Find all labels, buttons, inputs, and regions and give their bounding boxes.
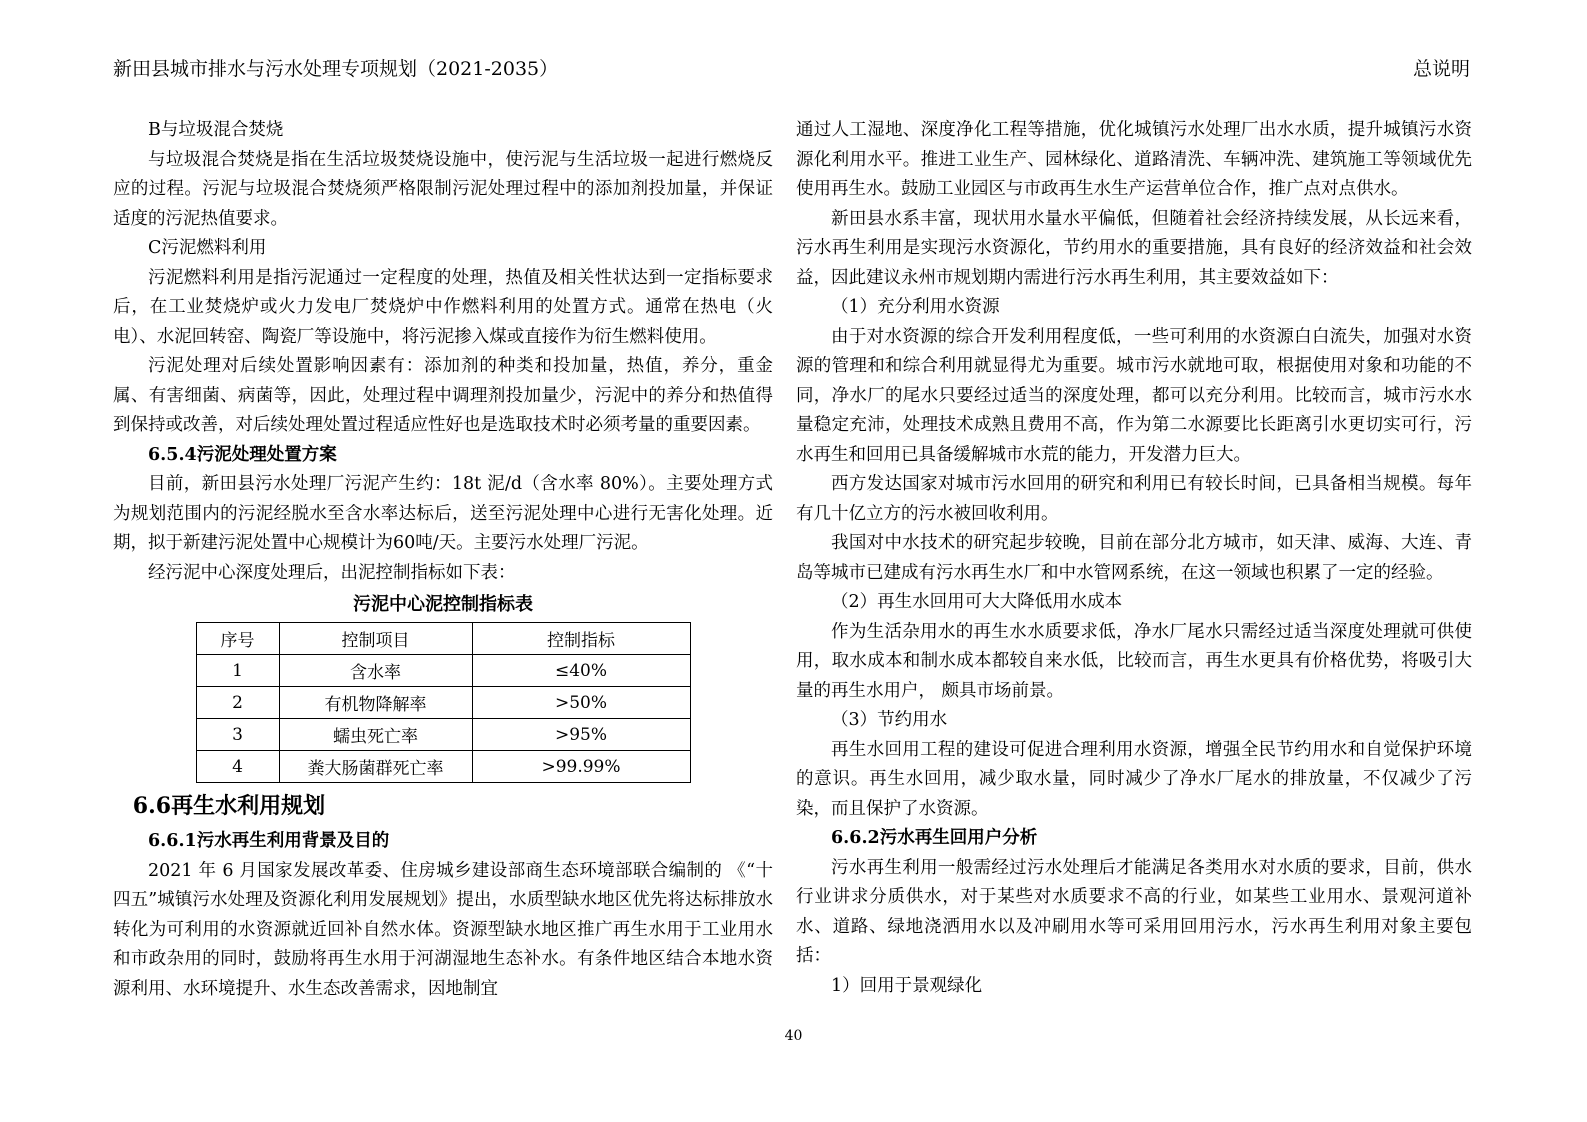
page-header: [113, 57, 1470, 81]
paragraph: 经污泥中心深度处理后，出泥控制指标如下表：: [148, 562, 516, 583]
table-header-row: [196, 623, 690, 655]
paragraph: 西方发达国家对城市污水回用的研究和利用已有较长时间，已具备相当规模。每年有几十亿立方的污水被回收利用。: [796, 474, 1472, 524]
paragraph: 我国对中水技术的研究起步较晚，目前在部分北方城市，如天津、威海、大连、青岛等城市已建成有污水再生水厂和中水管网系统，在这一领域也积累了一定的经验。: [796, 533, 1472, 583]
paragraph: 再生水回用工程的建设可促进合理利用水资源，增强全民节约用水和自觉保护环境的意识。再生水回用，减少取水量，同时减少了净水厂尾水的排放量，不仅减少了污染，而且保护了水资源。: [796, 739, 1472, 819]
table-header-cell: 控制项目: [279, 623, 472, 655]
paragraph: 与垃圾混合焚烧是指在生活垃圾焚烧设施中，使污泥与生活垃圾一起进行燃烧反应的过程。污泥与垃圾混合焚烧须严格限制污泥处理过程中的添加剂投加量，并保证适度的污泥热值要求。: [113, 149, 773, 229]
table-cell: 4: [196, 751, 279, 783]
paragraph: 污泥处理对后续处置影响因素有：添加剂的种类和投加量，热值，养分，重金属、有害细菌、病菌等，因此，处理过程中调理剂投加量少，污泥中的养分和热值得到保持或改善，对后续处理处置过程适应性好也是选取技术时必须考量的重要因素。: [113, 356, 773, 435]
table-row: [196, 751, 690, 783]
sludge-control-indicator-table: [196, 622, 691, 783]
paragraph: 目前，新田县污水处理厂污泥产生约：18t 泥/d（含水率 80%）。主要处理方式为规划范围内的污泥经脱水至含水率达标后，送至污泥处理中心进行无害化处理。近期，拟于新建污泥处置中心规模计为60吨/天。主要污水处理厂污泥。: [113, 474, 773, 553]
heading-6-5-4: 6.5.4污泥处理处置方案: [148, 444, 337, 465]
paragraph: 2021 年 6 月国家发展改革委、住房城乡建设部商生态环境部联合编制的 《“十四五”城镇污水处理及资源化利用发展规划》提出，水质型缺水地区优先将达标排放水转化为可利用的水资源就近回补自然水体。资源型缺水地区推广再生水用于工业用水和市政杂用的同时，鼓励将再生水用于河湖湿地生态补水。有条件地区结合本地水资源利用、水环境提升、水生态改善需求，因地制宜: [113, 860, 773, 999]
table-cell: ≤40%: [472, 655, 690, 687]
table-cell: 蠕虫死亡率: [279, 719, 472, 751]
table-cell: 含水率: [279, 655, 472, 687]
table-row: [196, 719, 690, 751]
paragraph: 作为生活杂用水的再生水水质要求低，净水厂尾水只需经过适当深度处理就可供使用，取水成本和制水成本都较自来水低，比较而言，再生水更具有价格优势，将吸引大量的再生水用户， 颇具市场前景。: [796, 621, 1472, 701]
table-cell: 2: [196, 687, 279, 719]
heading-6-6-2: 6.6.2污水再生回用户分析: [831, 828, 1038, 848]
paragraph: 由于对水资源的综合开发利用程度低，一些可利用的水资源白白流失，加强对水资源的管理和和综合利用就显得尤为重要。城市污水就地可取，根据使用对象和功能的不同，净水厂的尾水只要经过适当的深度处理，都可以充分利用。比较而言，城市污水水量稳定充沛，处理技术成熟且费用不高，作为第二水源要比长距离引水更切实可行，污水再生和回用已具备缓解城市水荒的能力，开发潜力巨大。: [796, 326, 1472, 465]
page-number: 40: [784, 1028, 803, 1044]
left-column: [113, 116, 773, 1004]
table-cell: 3: [196, 719, 279, 751]
header-section-label: 总说明: [1412, 58, 1470, 80]
list-item-heading: 1）回用于景观绿化: [831, 975, 983, 996]
table-row: [196, 655, 690, 687]
subsection-label-c: C污泥燃料利用: [148, 238, 267, 258]
table-title: 污泥中心泥控制指标表: [353, 594, 533, 615]
list-item-heading: （1）充分利用水资源: [831, 297, 1000, 317]
table-header-cell: 控制指标: [472, 623, 690, 655]
heading-6-6-1: 6.6.1污水再生利用背景及目的: [148, 831, 390, 851]
table-cell: 粪大肠菌群死亡率: [279, 751, 472, 783]
right-column: [796, 116, 1472, 1001]
table-cell: >99.99%: [472, 751, 690, 783]
paragraph-continuation: 通过人工湿地、深度净化工程等措施，优化城镇污水处理厂出水水质，提升城镇污水资源化利用水平。推进工业生产、园林绿化、道路清洗、车辆冲洗、建筑施工等领域优先使用再生水。鼓励工业园区与市政再生水生产运营单位合作，推广点对点供水。: [796, 120, 1472, 199]
table-cell: 有机物降解率: [279, 687, 472, 719]
subsection-label-b: B与垃圾混合焚烧: [148, 120, 284, 140]
document-title: 新田县城市排水与污水处理专项规划（2021-2035）: [113, 58, 559, 80]
list-item-heading: （2）再生水回用可大大降低用水成本: [831, 592, 1123, 612]
table-header-cell: 序号: [196, 623, 279, 655]
table-cell: >50%: [472, 687, 690, 719]
paragraph: 污水再生利用一般需经过污水处理后才能满足各类用水对水质的要求，目前，供水行业讲求分质供水，对于某些对水质要求不高的行业，如某些工业用水、景观河道补水、道路、绿地浇洒用水以及冲刷用水等可采用回用污水，污水再生利用对象主要包括：: [796, 857, 1472, 966]
table-cell: 1: [196, 655, 279, 687]
table-cell: >95%: [472, 719, 690, 751]
list-item-heading: （3）节约用水: [831, 710, 948, 730]
paragraph: 污泥燃料利用是指污泥通过一定程度的处理，热值及相关性状达到一定指标要求后，在工业焚烧炉或火力发电厂焚烧炉中作燃料利用的处置方式。通常在热电（火电）、水泥回转窑、陶瓷厂等设施中，将污泥掺入煤或直接作为衍生燃料使用。: [113, 267, 773, 347]
paragraph: 新田县水系丰富，现状用水量水平偏低，但随着社会经济持续发展，从长远来看，污水再生利用是实现污水资源化，节约用水的重要措施，具有良好的经济效益和社会效益，因此建议永州市规划期内需进行污水再生利用，其主要效益如下：: [796, 208, 1472, 288]
table-row: [196, 687, 690, 719]
section-heading-6-6: 6.6再生水利用规划: [132, 793, 326, 819]
